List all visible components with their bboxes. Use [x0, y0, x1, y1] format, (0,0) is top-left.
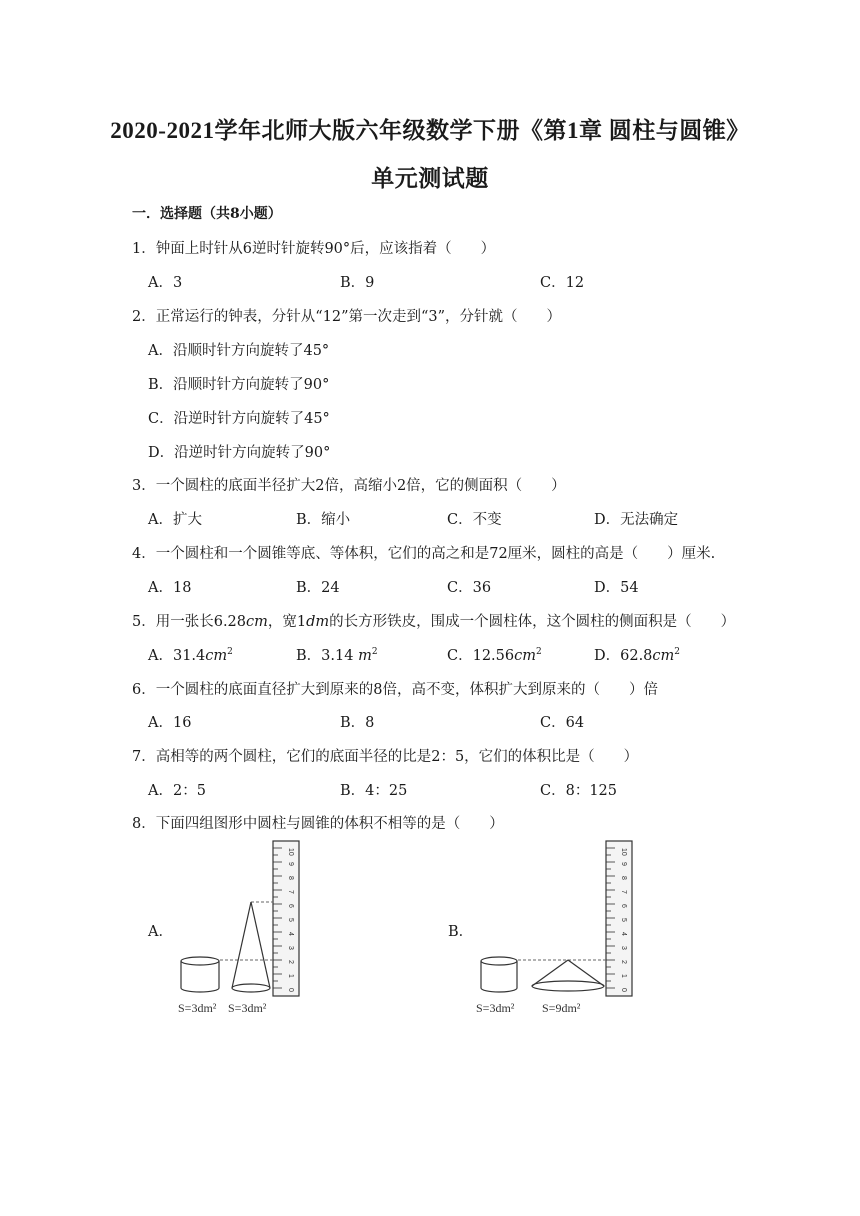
q6-option-c: C．64 — [540, 715, 585, 731]
ruler-number: 8 — [620, 876, 627, 880]
page-subtitle: 单元测试题 — [371, 166, 489, 191]
q2-option-d: D．沿逆时针方向旋转了90° — [148, 445, 331, 461]
q3-option-d: D．无法确定 — [594, 512, 679, 528]
question-3-stem: 3．一个圆柱的底面半径扩大2倍，高缩小2倍，它的侧面积（ ） — [132, 478, 566, 494]
ruler-number: 1 — [287, 974, 294, 978]
q1-option-c: C．12 — [540, 275, 585, 291]
ruler — [273, 841, 299, 996]
question-5-stem: 5．用一张长6.28cm，宽1dm的长方形铁皮，围成一个圆柱体，这个圆柱的侧面积是（ ） — [132, 614, 736, 630]
q2-option-b: B．沿顺时针方向旋转了90° — [148, 377, 330, 393]
section-heading: 一．选择题（共8小题） — [132, 206, 282, 222]
cone-area-label: S=9dm² — [542, 1001, 581, 1015]
q5-option-b: B．3.14 $m^2$ — [296, 647, 378, 664]
question-7-stem: 7．高相等的两个圆柱，它们的底面半径的比是2：5，它们的体积比是（ ） — [132, 749, 639, 765]
figure-a — [172, 838, 312, 1020]
q4-option-d: D．54 — [594, 580, 639, 596]
ruler-number: 8 — [287, 876, 294, 880]
q4-option-c: C．36 — [447, 580, 492, 596]
question-4-stem: 4．一个圆柱和一个圆锥等底、等体积，它们的高之和是72厘米，圆柱的高是（ ）厘米. — [132, 546, 716, 562]
ruler-number: 1 — [620, 974, 627, 978]
ruler-number: 6 — [287, 904, 294, 908]
q5-option-c: C．$12.56cm^2$ — [447, 647, 542, 664]
question-2-stem: 2．正常运行的钟表，分针从“12”第一次走到“3”，分针就（ ） — [132, 309, 562, 325]
q3-option-b: B．缩小 — [296, 512, 351, 528]
ruler-number: 10 — [287, 848, 294, 856]
cylinder-shape — [181, 957, 219, 992]
cone-area-label: S=3dm² — [228, 1001, 267, 1015]
q8-option-a: A． — [148, 924, 173, 940]
ruler-number: 4 — [620, 932, 627, 936]
q4-option-a: A．18 — [148, 580, 192, 596]
page-title: 2020-2021学年北师大版六年级数学下册《第1章 圆柱与圆锥》 — [110, 118, 750, 143]
ruler-number: 3 — [287, 946, 294, 950]
ruler-number: 7 — [620, 890, 627, 894]
ruler-number: 2 — [620, 960, 627, 964]
question-8-stem: 8．下面四组图形中圆柱与圆锥的体积不相等的是（ ） — [132, 816, 504, 832]
cone-shape — [232, 902, 270, 992]
q5-option-a: A．$31.4cm^2$ — [148, 647, 233, 664]
ruler-number: 5 — [287, 918, 294, 922]
q1-option-b: B．9 — [340, 275, 375, 291]
q3-option-a: A．扩大 — [148, 512, 202, 528]
q7-option-a: A．2：5 — [148, 783, 206, 799]
ruler-number: 3 — [620, 946, 627, 950]
q7-option-c: C．8：125 — [540, 783, 617, 799]
q1-option-a: A．3 — [148, 275, 183, 291]
question-6-stem: 6．一个圆柱的底面直径扩大到原来的8倍，高不变，体积扩大到原来的（ ）倍 — [132, 682, 658, 698]
cylinder-area-label: S=3dm² — [178, 1001, 217, 1015]
ruler-number: 4 — [287, 932, 294, 936]
ruler-number: 7 — [287, 890, 294, 894]
ruler-number: 9 — [620, 862, 627, 866]
ruler-number: 9 — [287, 862, 294, 866]
q8-option-b: B． — [448, 924, 474, 940]
ruler-number: 2 — [287, 960, 294, 964]
q2-option-a: A．沿顺时针方向旋转了45° — [148, 343, 330, 359]
ruler — [606, 841, 632, 996]
ruler-number: 10 — [620, 848, 627, 856]
q4-option-b: B．24 — [296, 580, 340, 596]
q6-option-a: A．16 — [148, 715, 192, 731]
ruler-number: 5 — [620, 918, 627, 922]
q5-option-d: D．$62.8cm^2$ — [594, 647, 681, 664]
cylinder-area-label: S=3dm² — [476, 1001, 515, 1015]
cylinder-shape — [481, 957, 517, 992]
q2-option-c: C．沿逆时针方向旋转了45° — [148, 411, 330, 427]
q6-option-b: B．8 — [340, 715, 375, 731]
ruler-number: 6 — [620, 904, 627, 908]
q3-option-c: C．不变 — [447, 512, 502, 528]
ruler-number: 0 — [287, 988, 294, 992]
figure-b — [470, 838, 640, 1020]
ruler-number: 0 — [620, 988, 627, 992]
q7-option-b: B．4：25 — [340, 783, 408, 799]
cone-shape — [532, 960, 604, 991]
question-1-stem: 1．钟面上时针从6逆时针旋转90°后，应该指着（ ） — [132, 241, 496, 257]
